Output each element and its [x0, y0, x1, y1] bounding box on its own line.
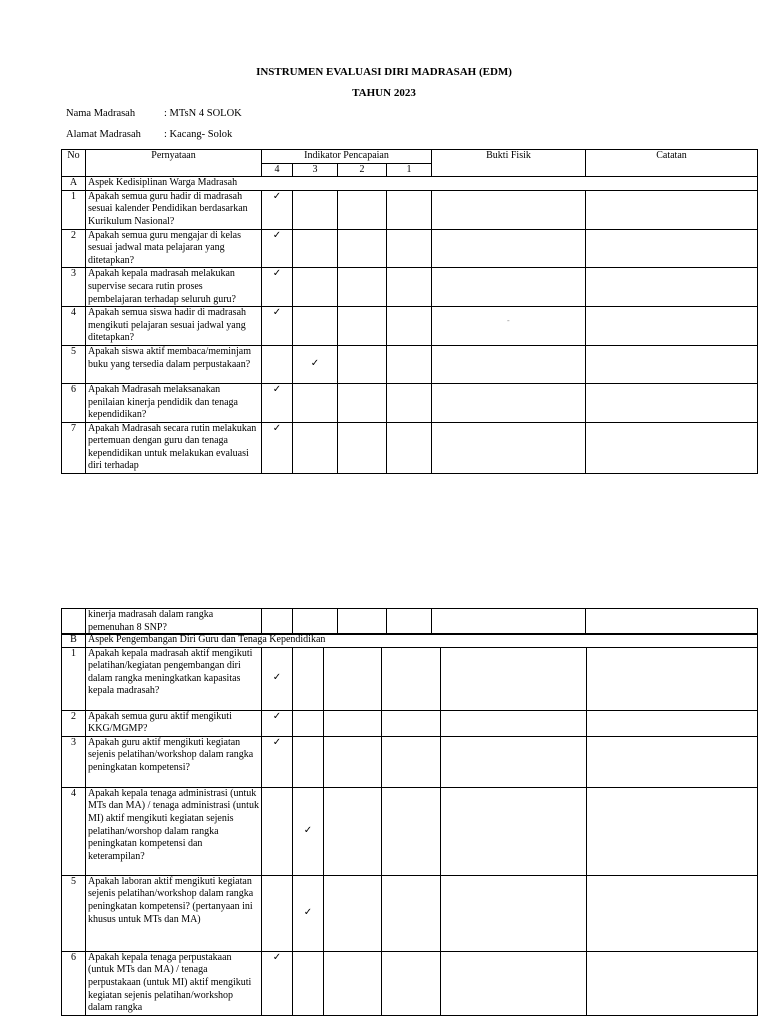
table-row — [62, 951, 758, 1015]
score-cell-4 — [262, 229, 293, 268]
notes-cell — [587, 875, 758, 951]
table-row — [62, 787, 758, 875]
score-cell-2 — [324, 951, 382, 1015]
score-cell-1 — [387, 422, 432, 473]
notes-cell — [587, 710, 758, 736]
row-no: 4 — [62, 787, 86, 875]
evidence-cell — [432, 422, 586, 473]
notes-cell — [586, 307, 758, 346]
notes-cell — [586, 422, 758, 473]
row-statement: Apakah Madrasah secara rutin melakukan pertemuan dengan guru dan tenaga kependidikan untuk melakukan evaluasi diri terhadap — [86, 422, 262, 473]
row-no: 6 — [62, 383, 86, 422]
notes-cell — [586, 345, 758, 383]
score-cell-2 — [338, 345, 387, 383]
score-cell-3 — [293, 875, 324, 951]
table-row — [62, 736, 758, 787]
score-cell-3 — [293, 229, 338, 268]
row-no: 2 — [62, 710, 86, 736]
score-cell-3 — [293, 190, 338, 229]
score-cell-3 — [293, 787, 324, 875]
notes-cell — [586, 229, 758, 268]
check-mark-icon: ✓ — [272, 736, 282, 748]
check-mark-icon: ✓ — [272, 710, 282, 722]
score-cell-4 — [262, 268, 293, 307]
table-row — [62, 647, 758, 710]
score-cell-1 — [387, 229, 432, 268]
check-mark-icon: ✓ — [303, 824, 313, 836]
score-cell-2 — [338, 268, 387, 307]
notes-cell — [587, 736, 758, 787]
header-score-4: 4 — [262, 163, 293, 177]
table-header-row — [62, 150, 758, 164]
score-cell-4 — [262, 345, 293, 383]
evidence-cell — [432, 229, 586, 268]
score-cell-4 — [262, 307, 293, 346]
madrasah-name-label: Nama Madrasah — [66, 108, 136, 119]
row-no: 4 — [62, 307, 86, 346]
row-no — [62, 609, 86, 635]
score-cell-4 — [262, 190, 293, 229]
section-b-title: Aspek Pengembangan Diri Guru dan Tenaga Kependidikan — [86, 634, 758, 648]
evidence-cell — [441, 787, 587, 875]
row-statement: Apakah kepala tenaga administrasi (untuk MTs dan MA) / tenaga administrasi (untuk MI) aktif mengikuti kegiatan sejenis pelatihan/worshop dalam rangka peningkatan kompetensi dan keterampilan? — [86, 787, 262, 875]
score-cell-3 — [293, 647, 324, 710]
row-no: 5 — [62, 875, 86, 951]
document-year: TAHUN 2023 — [352, 87, 416, 99]
row-statement: Apakah kepala madrasah aktif mengikuti pelatihan/kegiatan pengembangan diri dalam rangka meningkatkan kapasitas kepala madrasah? — [86, 647, 262, 710]
score-cell-3 — [293, 736, 324, 787]
header-score-2: 2 — [338, 163, 387, 177]
header-indicator: Indikator Pencapaian — [262, 150, 432, 164]
header-statement: Pernyataan — [86, 150, 262, 177]
score-cell-3 — [293, 268, 338, 307]
evidence-cell — [441, 647, 587, 710]
score-cell-2 — [324, 875, 382, 951]
score-cell-1 — [387, 268, 432, 307]
evidence-cell — [432, 307, 586, 346]
row-statement: Apakah kepala madrasah melakukan supervise secara rutin proses pembelajaran terhadap seluruh guru? — [86, 268, 262, 307]
score-cell-4 — [262, 951, 293, 1015]
check-mark-icon: ✓ — [310, 358, 320, 370]
row-no: 3 — [62, 268, 86, 307]
madrasah-name-line — [66, 108, 242, 119]
table-row — [62, 383, 758, 422]
score-cell-4 — [262, 647, 293, 710]
evidence-cell — [432, 383, 586, 422]
evaluation-table-part-3 — [61, 633, 758, 1016]
score-cell-1 — [382, 787, 441, 875]
table-row — [62, 609, 758, 635]
check-mark-icon: ✓ — [272, 383, 282, 395]
row-statement: Apakah semua guru mengajar di kelas sesuai jadwal mata pelajaran yang ditetapkan? — [86, 229, 262, 268]
table-row — [62, 268, 758, 307]
section-b-code: B — [62, 634, 86, 648]
check-mark-icon: ✓ — [272, 229, 282, 241]
header-evidence: Bukti Fisik — [432, 150, 586, 177]
notes-cell — [586, 383, 758, 422]
row-statement: Apakah Madrasah melaksanakan penilaian kinerja pendidik dan tenaga kependidikan? — [86, 383, 262, 422]
section-a-title: Aspek Kedisiplinan Warga Madrasah — [86, 177, 758, 191]
row-statement: Apakah semua siswa hadir di madrasah mengikuti pelajaran sesuai jadwal yang ditetapkan? — [86, 307, 262, 346]
evidence-cell — [441, 875, 587, 951]
notes-cell — [587, 951, 758, 1015]
score-cell-3 — [293, 951, 324, 1015]
score-cell-4 — [262, 710, 293, 736]
evidence-cell — [432, 268, 586, 307]
score-cell-2 — [338, 190, 387, 229]
score-cell-3 — [293, 422, 338, 473]
row-no: 1 — [62, 190, 86, 229]
score-cell-1 — [382, 875, 441, 951]
row-statement: Apakah laboran aktif mengikuti kegiatan sejenis pelatihan/workshop dalam rangka peningkatan kompetensi? (pertanyaan ini khusus untuk MTs dan MA) — [86, 875, 262, 951]
document-title: INSTRUMEN EVALUASI DIRI MADRASAH (EDM) — [256, 66, 512, 78]
evidence-cell — [432, 190, 586, 229]
score-cell-2 — [324, 787, 382, 875]
header-notes: Catatan — [586, 150, 758, 177]
row-statement: Apakah semua guru aktif mengikuti KKG/MGMP? — [86, 710, 262, 736]
notes-cell — [587, 787, 758, 875]
score-cell-4 — [262, 787, 293, 875]
row-statement: Apakah semua guru hadir di madrasah sesuai kalender Pendidikan berdasarkan Kurikulum Nasional? — [86, 190, 262, 229]
check-mark-icon: ✓ — [272, 422, 282, 434]
score-cell-1 — [387, 190, 432, 229]
evidence-cell — [441, 951, 587, 1015]
score-cell-3 — [293, 383, 338, 422]
score-cell-1 — [387, 383, 432, 422]
score-cell-3 — [293, 345, 338, 383]
score-cell-1 — [382, 736, 441, 787]
score-cell-1 — [382, 951, 441, 1015]
evidence-cell — [432, 345, 586, 383]
evidence-cell — [441, 710, 587, 736]
section-a-row — [62, 177, 758, 191]
table-row — [62, 710, 758, 736]
section-b-row — [62, 634, 758, 648]
madrasah-address-line — [66, 129, 232, 140]
score-cell-2 — [338, 383, 387, 422]
stray-mark: - — [507, 316, 510, 325]
evaluation-table-part-2 — [61, 608, 758, 635]
row-no: 5 — [62, 345, 86, 383]
section-a-code: A — [62, 177, 86, 191]
check-mark-icon: ✓ — [272, 672, 282, 684]
check-mark-icon: ✓ — [303, 906, 313, 918]
madrasah-address-value: : Kacang- Solok — [164, 129, 233, 140]
madrasah-address-label: Alamat Madrasah — [66, 129, 141, 140]
score-cell-3 — [293, 710, 324, 736]
score-cell-3 — [293, 307, 338, 346]
score-cell-1 — [382, 710, 441, 736]
row-statement: Apakah kepala tenaga perpustakaan (untuk MTs dan MA) / tenaga perpustakaan (untuk MI) aktif mengikuti kegiatan sejenis pelatihan/workshop dalam rangka — [86, 951, 262, 1015]
row-no: 2 — [62, 229, 86, 268]
notes-cell — [586, 190, 758, 229]
check-mark-icon: ✓ — [272, 307, 282, 319]
score-cell-4 — [262, 422, 293, 473]
score-cell-2 — [338, 229, 387, 268]
row-statement: kinerja madrasah dalam rangka pemenuhan 8 SNP? — [86, 609, 262, 635]
table-row — [62, 307, 758, 346]
evidence-cell — [441, 736, 587, 787]
score-cell-1 — [382, 647, 441, 710]
score-cell-1 — [387, 307, 432, 346]
evaluation-table-part-1 — [61, 149, 758, 474]
score-cell-4 — [262, 383, 293, 422]
header-score-1: 1 — [387, 163, 432, 177]
table-row — [62, 229, 758, 268]
check-mark-icon: ✓ — [272, 951, 282, 963]
score-cell-2 — [338, 422, 387, 473]
score-cell-2 — [324, 647, 382, 710]
table-row — [62, 422, 758, 473]
notes-cell — [587, 647, 758, 710]
score-cell-2 — [338, 307, 387, 346]
row-no: 7 — [62, 422, 86, 473]
score-cell-1 — [387, 345, 432, 383]
table-row — [62, 875, 758, 951]
notes-cell — [586, 268, 758, 307]
score-cell-2 — [324, 736, 382, 787]
row-statement: Apakah siswa aktif membaca/meminjam buku yang tersedia dalam perpustakaan? — [86, 345, 262, 383]
score-cell-4 — [262, 736, 293, 787]
header-score-3: 3 — [293, 163, 338, 177]
score-cell-2 — [324, 710, 382, 736]
check-mark-icon: ✓ — [272, 190, 282, 202]
table-row — [62, 345, 758, 383]
row-statement: Apakah guru aktif mengikuti kegiatan sejenis pelatihan/workshop dalam rangka peningkatan kompetensi? — [86, 736, 262, 787]
madrasah-name-value: : MTsN 4 SOLOK — [164, 108, 242, 119]
row-no: 3 — [62, 736, 86, 787]
check-mark-icon: ✓ — [272, 268, 282, 280]
row-no: 6 — [62, 951, 86, 1015]
header-no: No — [62, 150, 86, 177]
table-row — [62, 190, 758, 229]
row-no: 1 — [62, 647, 86, 710]
score-cell-4 — [262, 875, 293, 951]
